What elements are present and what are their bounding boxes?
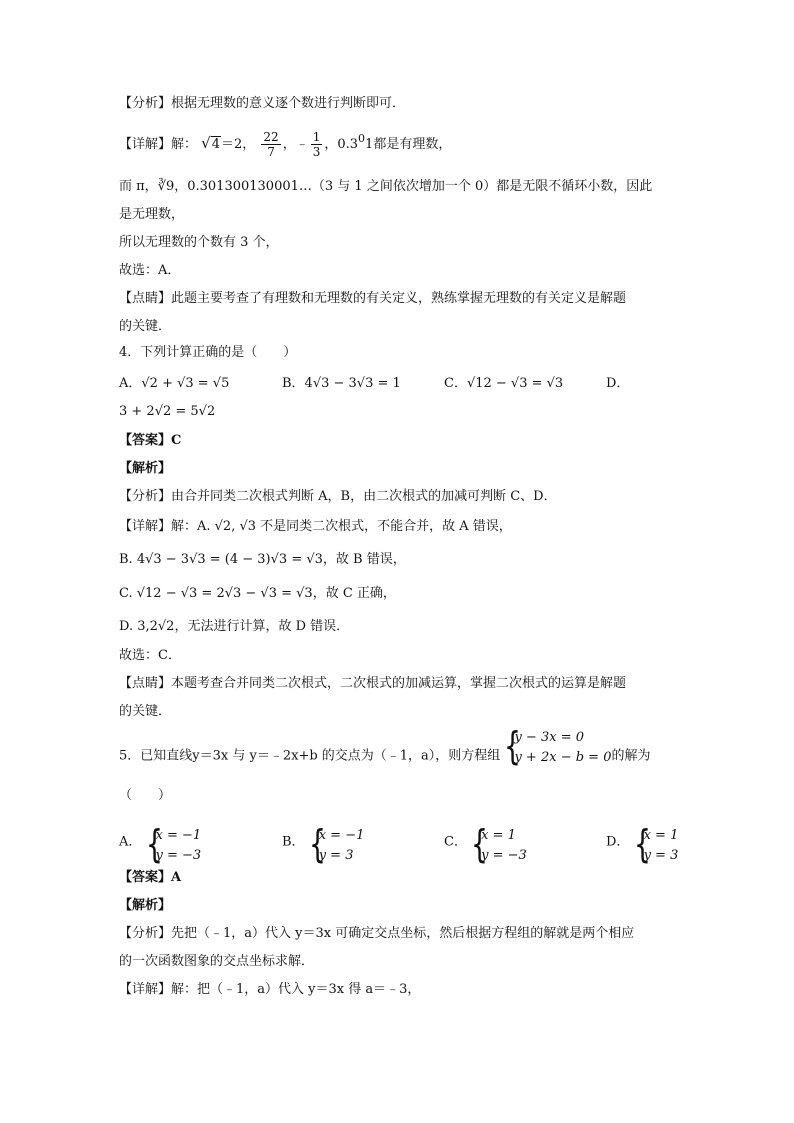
- answer-5: 【答案】A: [119, 870, 182, 885]
- answer-4: 【答案】C: [119, 433, 182, 448]
- separator-text: ，﹣: [282, 137, 309, 152]
- fraction-1-3: $\frac{1}{3}$: [312, 130, 321, 159]
- detail-5: 【详解】解：把（﹣1，a）代入 y＝3x 得 a＝﹣3，: [119, 982, 421, 997]
- solution-4-label: 【解析】: [119, 461, 172, 476]
- q5-option-a: A． { x = −1 y = −3: [119, 822, 202, 866]
- q5-option-d: D． { x = 1 y = 3: [606, 822, 679, 866]
- q5-prefix: 5．已知直线: [119, 748, 193, 764]
- detail-4: 【详解】解：A. √2, √3 不是同类二次根式，不能合并，故 A 错误，: [119, 519, 512, 534]
- choice-line: 故选：A．: [119, 263, 181, 278]
- choice-4: 故选：C．: [119, 648, 181, 663]
- analysis-5-2: 的一次函数图象的交点坐标求解．: [119, 954, 315, 969]
- irrational-line-2: 是无理数，: [119, 207, 185, 222]
- question-4: 4．下列计算正确的是（ ）: [119, 345, 297, 360]
- q4-option-c: C．√12 − √3 = √3: [444, 376, 564, 391]
- detail-line: [119, 130, 451, 159]
- fraction-22-7: $\frac{22}{7}$: [263, 130, 279, 159]
- detail-4-d: D. 3,2√2，无法进行计算，故 D 错误．: [119, 619, 350, 634]
- comment-line: 【点睛】此题主要考查了有理数和无理数的有关定义，熟练掌握无理数的有关定义是解题: [119, 291, 627, 306]
- equation-system: { y − 3x = 0 y + 2x − b = 0: [504, 724, 612, 768]
- solution-5-label: 【解析】: [119, 898, 172, 913]
- q5-option-b: B． { x = −1 y = 3: [282, 822, 365, 866]
- comment-4: 【点睛】本题考查合并同类二次根式，二次根式的加减运算，掌握二次根式的运算是解题: [119, 676, 627, 691]
- comment-line-2: 的关键．: [119, 319, 172, 334]
- irrational-line: 而 π，∛9，0.301300130001…（3 与 1 之间依次增加一个 0）都是无限不循环小数，因此: [119, 179, 653, 194]
- q5-suffix: 的解为: [611, 748, 651, 764]
- detail-4-c: C. √12 − √3 = 2√3 − √3 = √3，故 C 正确，: [119, 586, 396, 601]
- q4-option-d-expression: 3 + 2√2 = 5√2: [119, 404, 216, 419]
- detail-4-b: B. 4√3 − 3√3 = (4 − 3)√3 = √3，故 B 错误，: [119, 552, 406, 567]
- analysis-line: 【分析】根据无理数的意义逐个数进行判断即可．: [119, 96, 406, 111]
- sqrt-expression: √4: [201, 134, 220, 152]
- q5-option-c: C． { x = 1 y = −3: [444, 822, 527, 866]
- analysis-4: 【分析】由合并同类二次根式判断 A，B，由二次根式的加减可判断 C、D．: [119, 489, 557, 504]
- q4-option-a: A．√2 + √3 = √5: [119, 376, 230, 391]
- detail-label: 【详解】解：: [119, 137, 198, 152]
- equals-text: ＝2，: [221, 137, 256, 152]
- analysis-5: 【分析】先把（﹣1，a）代入 y＝3x 可确定交点坐标，然后根据方程组的解就是两个相应: [119, 926, 635, 941]
- repeating-dot: 0: [358, 132, 366, 145]
- q4-option-b: B．4√3 − 3√3 = 1: [282, 376, 401, 391]
- q5-statement: y＝3x 与 y＝﹣2x+b 的交点为（﹣1，a），则方程组: [192, 748, 501, 764]
- q4-option-d: D．: [606, 376, 630, 391]
- rational-conclusion: 1都是有理数，: [365, 137, 452, 152]
- decimal-text: ，0.3: [324, 137, 359, 152]
- question-5: [119, 724, 651, 776]
- q5-paren: （ ）: [119, 788, 172, 803]
- comment-4-2: 的关键．: [119, 704, 172, 719]
- count-line: 所以无理数的个数有 3 个，: [119, 235, 279, 250]
